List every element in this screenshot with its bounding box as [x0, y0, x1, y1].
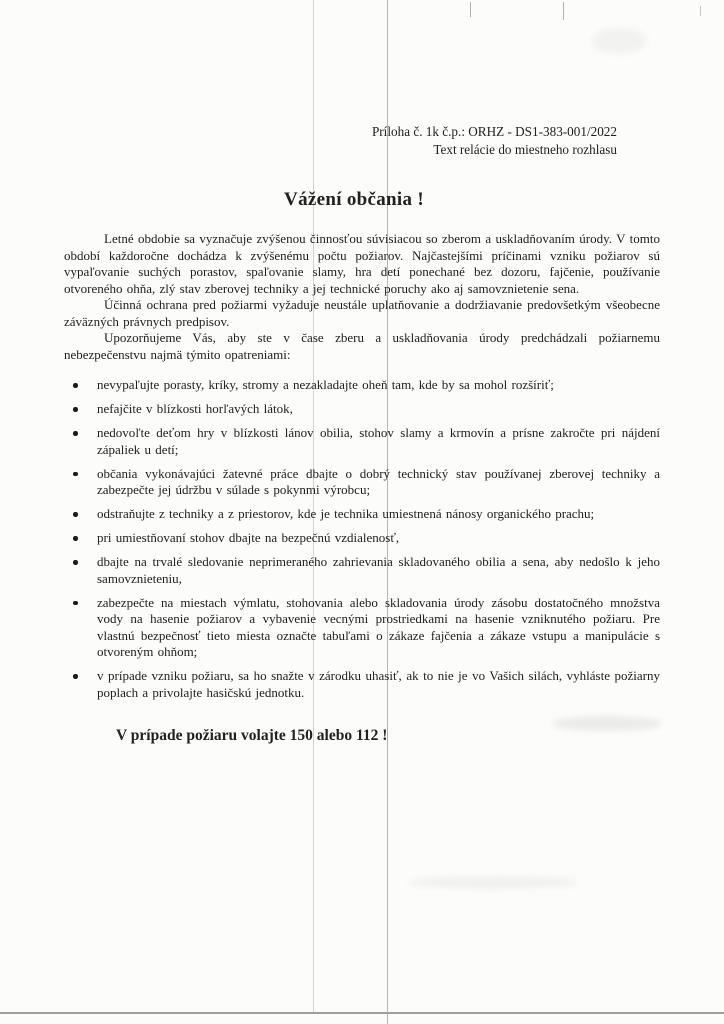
- bullet-icon: [73, 536, 78, 541]
- measure-item: [64, 595, 660, 661]
- paragraph-warning-intro: Upozorňujeme Vás, aby ste v čase zberu a uskladňovania úrody predchádzali požiarnemu nebezpečenstvu najmä týmito opatreniami:: [64, 330, 660, 362]
- bullet-icon: [73, 674, 78, 679]
- document-header: [372, 123, 617, 158]
- measure-item: [64, 530, 660, 547]
- page-title: Vážení občania !: [284, 189, 424, 210]
- measure-text: nedovoľte deťom hry v blízkosti lánov obilia, stohov slamy a krmovín a prísne zakročte pri nájdení zápaliek u detí;: [97, 425, 660, 457]
- measure-text: zabezpečte na miestach výmlatu, stohovania alebo skladovania úrody zásobu dostatočného množstva vody na hasenie požiarov a vybavenie vecnými prostriedkami na hasenie vzniknutého požiaru. Pre vlastnú bezpečnosť tieto miesta označte tabuľami o zákaze fajčenia a zákaze vstupu a manipulácie s otvoreným ohňom;: [97, 594, 660, 659]
- measure-item: [64, 401, 660, 418]
- bullet-icon: [73, 472, 78, 477]
- measure-text: nevypaľujte porasty, kríky, stromy a nezakladajte oheň tam, kde by sa mohol rozšíriť;: [97, 377, 554, 392]
- measure-text: v prípade vzniku požiaru, sa ho snažte v zárodku uhasiť, ak to nie je vo Vašich silách, vyhláste požiarny poplach a privolajte hasičskú jednotku.: [97, 668, 660, 700]
- scan-smudge: [592, 28, 647, 54]
- measure-text: občania vykonávajúci žatevné práce dbajte o dobrý technický stav používanej zberovej techniky a zabezpečte jej údržbu v súlade s pokynmi výrobcu;: [97, 465, 660, 497]
- measure-item: [64, 466, 660, 499]
- header-reference-line: Príloha č. 1k č.p.: ORHZ - DS1-383-001/2022: [371, 124, 617, 139]
- scan-smudge: [408, 876, 578, 889]
- measure-text: nefajčite v blízkosti horľavých látok,: [97, 401, 293, 416]
- header-subtitle-line: Text relácie do miestneho rozhlasu: [433, 141, 617, 157]
- measure-item: [64, 668, 660, 701]
- measure-item: [64, 425, 660, 458]
- document-body: [64, 231, 660, 745]
- paragraph-protection: Účinná ochrana pred požiarmi vyžaduje neustále uplatňovanie a dodržiavanie predovšetkým všeobecne záväzných právnych predpisov.: [64, 297, 660, 329]
- emergency-call-line: V prípade požiaru volajte 150 alebo 112 !: [116, 727, 388, 744]
- bullet-icon: [73, 512, 78, 517]
- scan-page-edge-line: [0, 1012, 724, 1014]
- scan-tick-mark: [470, 2, 471, 17]
- measure-text: pri umiestňovaní stohov dbajte na bezpečnú vzdialenosť,: [97, 530, 400, 545]
- paragraph-summer-season: Letné obdobie sa vyznačuje zvýšenou činnosťou súvisiacou so zberom a uskladňovaním úrody. V tomto období každoročne dochádza k zvýšenému počtu požiarov. Najčastejšími príčinami vzniku požiarov sú vypaľovanie suchých porastov, spaľovanie slamy, hra detí ponechané bez dozoru, fajčenie, používanie otvoreného ohňa, zlý stav zberovej techniky a jej technické poruchy ako aj samovznietenie sena.: [64, 231, 660, 296]
- measures-list: [64, 377, 660, 701]
- bullet-icon: [73, 407, 78, 412]
- bullet-icon: [73, 601, 78, 606]
- measure-item: [64, 554, 660, 587]
- bullet-icon: [73, 560, 78, 565]
- measure-item: [64, 377, 660, 394]
- measure-text: odstraňujte z techniky a z priestorov, kde je technika umiestnená nánosy organického prachu;: [97, 506, 595, 521]
- bullet-icon: [73, 383, 78, 388]
- scan-tick-mark: [563, 2, 564, 20]
- scan-tick-mark: [700, 6, 701, 16]
- measure-item: [64, 506, 660, 523]
- measure-text: dbajte na trvalé sledovanie neprimeraného zahrievania skladovaného obilia a sena, aby nedošlo k jeho samovznieteniu,: [97, 554, 660, 586]
- bullet-icon: [73, 431, 78, 436]
